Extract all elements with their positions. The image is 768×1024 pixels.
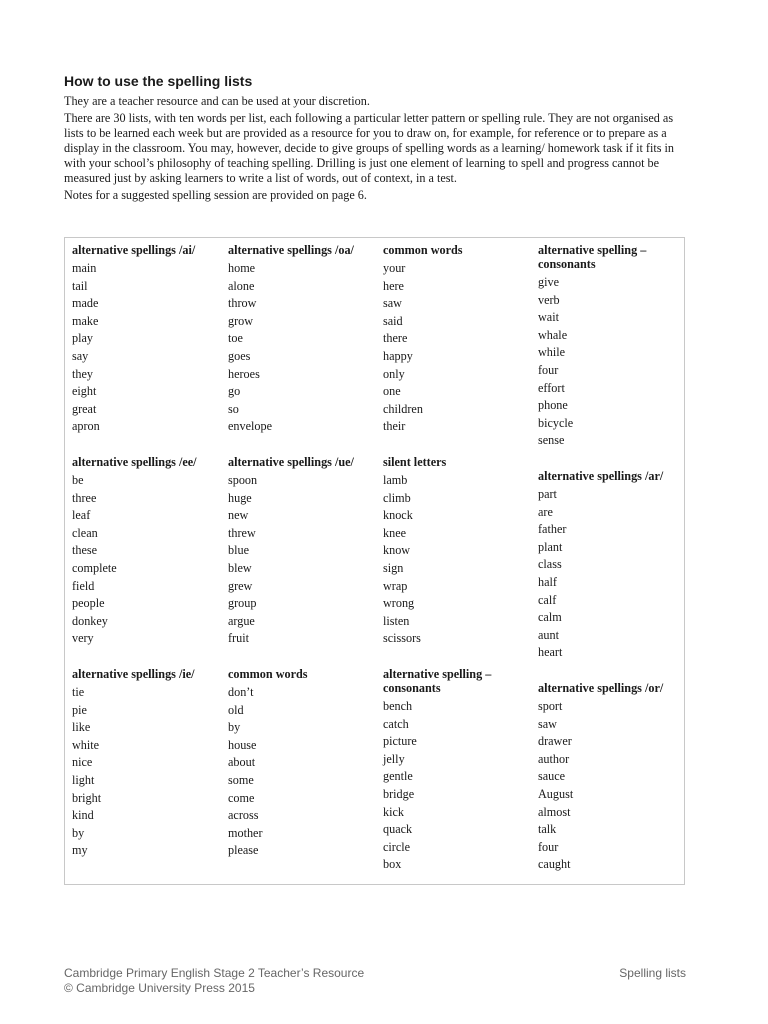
list-word: said bbox=[383, 313, 403, 328]
list-word: half bbox=[538, 574, 557, 589]
list-word: class bbox=[538, 557, 562, 572]
list-word: my bbox=[72, 843, 88, 858]
list-word: author bbox=[538, 751, 570, 766]
page-footer bbox=[64, 966, 686, 996]
list-word: whale bbox=[538, 327, 568, 342]
list-title: alternative spellings /ue/ bbox=[228, 455, 354, 469]
list-word: they bbox=[72, 366, 93, 381]
list-word: four bbox=[538, 839, 559, 854]
list-word: heart bbox=[538, 645, 563, 660]
list-word: gentle bbox=[383, 769, 413, 784]
list-title: alternative spellings /ai/ bbox=[72, 243, 196, 257]
list-title: alternative spellings /ie/ bbox=[72, 667, 195, 681]
list-word: knock bbox=[383, 508, 413, 523]
list-word: aunt bbox=[538, 627, 559, 642]
spelling-list bbox=[383, 455, 533, 648]
list-word: very bbox=[72, 631, 94, 646]
list-word: tail bbox=[72, 278, 88, 293]
list-word: by bbox=[72, 825, 85, 840]
list-word: home bbox=[228, 261, 256, 275]
list-word: quack bbox=[383, 822, 413, 837]
list-word: tie bbox=[72, 685, 85, 699]
list-title: alternative spelling – consonants bbox=[538, 243, 647, 271]
spelling-list bbox=[383, 667, 533, 874]
list-word: envelope bbox=[228, 419, 272, 434]
list-word: part bbox=[538, 487, 557, 501]
list-word: leaf bbox=[72, 508, 91, 523]
spelling-list bbox=[72, 455, 222, 648]
list-word: father bbox=[538, 522, 567, 537]
list-word: bicycle bbox=[538, 415, 574, 430]
list-word: group bbox=[228, 596, 257, 611]
list-word: don’t bbox=[228, 685, 254, 699]
list-word: donkey bbox=[72, 613, 108, 628]
list-word: four bbox=[538, 362, 559, 377]
list-word: toe bbox=[228, 331, 243, 346]
list-word: house bbox=[228, 737, 257, 752]
footer-copyright: © Cambridge University Press 2015 bbox=[64, 981, 255, 995]
list-title: alternative spellings /ee/ bbox=[72, 455, 197, 469]
list-title: alternative spellings /oa/ bbox=[228, 243, 354, 257]
list-word: across bbox=[228, 808, 259, 823]
list-word: mother bbox=[228, 825, 263, 840]
list-word: wait bbox=[538, 310, 559, 325]
list-word: caught bbox=[538, 857, 571, 872]
list-word: August bbox=[538, 786, 574, 801]
list-word: say bbox=[72, 348, 89, 363]
intro-paragraph: Notes for a suggested spelling session are provided on page 6. bbox=[64, 188, 367, 202]
list-word: white bbox=[72, 737, 100, 752]
list-word: give bbox=[538, 275, 559, 289]
list-word: children bbox=[383, 401, 423, 416]
spelling-list bbox=[228, 243, 378, 436]
list-word: while bbox=[538, 345, 566, 360]
list-word: grow bbox=[228, 313, 254, 328]
list-word: saw bbox=[538, 716, 557, 731]
list-word: lamb bbox=[383, 473, 408, 487]
list-word: here bbox=[383, 278, 404, 293]
list-word: plant bbox=[538, 539, 563, 554]
list-word: verb bbox=[538, 292, 560, 307]
list-word: make bbox=[72, 313, 99, 328]
list-word: talk bbox=[538, 822, 557, 837]
list-word: effort bbox=[538, 380, 565, 395]
spelling-lists-box bbox=[64, 237, 685, 885]
list-word: wrap bbox=[383, 578, 408, 593]
list-word: great bbox=[72, 401, 97, 416]
list-word: calm bbox=[538, 610, 562, 625]
list-word: old bbox=[228, 702, 244, 717]
list-word: please bbox=[228, 843, 259, 858]
spelling-list bbox=[228, 455, 378, 648]
list-word: listen bbox=[383, 613, 410, 628]
list-word: made bbox=[72, 296, 99, 311]
list-word: fruit bbox=[228, 631, 249, 646]
list-word: bright bbox=[72, 790, 102, 805]
list-word: your bbox=[383, 261, 406, 275]
list-word: happy bbox=[383, 348, 413, 363]
list-word: come bbox=[228, 790, 255, 805]
list-word: sign bbox=[383, 560, 404, 575]
list-title: alternative spellings /ar/ bbox=[538, 469, 664, 483]
list-word: like bbox=[72, 720, 91, 735]
list-word: wrong bbox=[383, 596, 415, 611]
list-word: pie bbox=[72, 702, 87, 717]
list-word: sense bbox=[538, 433, 565, 448]
list-word: main bbox=[72, 261, 97, 275]
list-word: knee bbox=[383, 525, 407, 540]
spelling-list bbox=[383, 243, 533, 436]
list-word: blue bbox=[228, 543, 249, 558]
spelling-list bbox=[228, 667, 378, 860]
list-word: one bbox=[383, 384, 401, 399]
list-word: saw bbox=[383, 296, 402, 311]
list-word: people bbox=[72, 596, 105, 611]
list-title: silent letters bbox=[383, 455, 447, 469]
list-word: kick bbox=[383, 804, 404, 819]
list-word: heroes bbox=[228, 366, 260, 381]
list-word: play bbox=[72, 331, 93, 346]
list-word: only bbox=[383, 366, 405, 381]
list-word: these bbox=[72, 543, 98, 558]
list-word: kind bbox=[72, 808, 94, 823]
list-word: eight bbox=[72, 384, 97, 399]
list-word: catch bbox=[383, 716, 409, 731]
list-word: climb bbox=[383, 490, 411, 505]
list-word: be bbox=[72, 473, 84, 487]
list-word: their bbox=[383, 419, 406, 434]
list-word: argue bbox=[228, 613, 255, 628]
list-word: goes bbox=[228, 348, 251, 363]
list-word: sport bbox=[538, 699, 563, 713]
intro-text bbox=[64, 94, 694, 205]
list-word: blew bbox=[228, 560, 252, 575]
list-word: scissors bbox=[383, 631, 421, 646]
list-word: about bbox=[228, 755, 256, 770]
footer-section-name: Spelling lists bbox=[619, 966, 686, 980]
list-title: common words bbox=[383, 243, 463, 257]
list-word: throw bbox=[228, 296, 257, 311]
list-word: are bbox=[538, 504, 553, 519]
list-word: huge bbox=[228, 490, 252, 505]
list-word: phone bbox=[538, 398, 568, 413]
spelling-list bbox=[538, 469, 688, 662]
list-word: circle bbox=[383, 839, 411, 854]
spelling-list bbox=[538, 681, 688, 874]
footer-book-title: Cambridge Primary English Stage 2 Teacher’s Resource bbox=[64, 966, 365, 980]
list-word: picture bbox=[383, 734, 417, 749]
list-word: bench bbox=[383, 699, 413, 713]
list-word: by bbox=[228, 720, 241, 735]
list-word: drawer bbox=[538, 734, 572, 749]
list-word: box bbox=[383, 857, 402, 872]
intro-paragraph: They are a teacher resource and can be used at your discretion. bbox=[64, 94, 370, 108]
list-word: clean bbox=[72, 525, 98, 540]
list-word: spoon bbox=[228, 473, 258, 487]
list-word: so bbox=[228, 401, 239, 416]
list-title: alternative spellings /or/ bbox=[538, 681, 664, 695]
list-word: calf bbox=[538, 592, 557, 607]
list-word: some bbox=[228, 772, 254, 787]
list-word: new bbox=[228, 508, 249, 523]
list-word: three bbox=[72, 490, 97, 505]
spelling-list bbox=[72, 667, 222, 860]
spelling-list bbox=[72, 243, 222, 436]
page-heading: How to use the spelling lists bbox=[64, 73, 253, 89]
list-word: threw bbox=[228, 525, 256, 540]
list-word: grew bbox=[228, 578, 253, 593]
list-word: jelly bbox=[383, 751, 405, 766]
list-word: almost bbox=[538, 804, 571, 819]
list-title: alternative spelling – consonants bbox=[383, 667, 492, 695]
list-word: light bbox=[72, 772, 95, 787]
list-word: complete bbox=[72, 560, 117, 575]
list-word: know bbox=[383, 543, 411, 558]
list-word: go bbox=[228, 384, 241, 399]
list-word: sauce bbox=[538, 769, 566, 784]
list-word: alone bbox=[228, 278, 255, 293]
list-word: apron bbox=[72, 419, 100, 434]
intro-paragraph: There are 30 lists, with ten words per list, each following a particular letter pattern or spelling rule. They are not organised as lists to be learned each week but are provided as a resource for you to draw on, for example, for reference or to prepare as a display in the classroom. You may, however, decide to give groups of spelling words as a learning/ homework task if it fits in with your school’s philosophy of teaching spelling. Drilling is just one element of learning to spell and progress cannot be measured just by asking learners to write a list of words, out of context, in a test. bbox=[64, 111, 675, 185]
list-word: nice bbox=[72, 755, 93, 770]
list-word: there bbox=[383, 331, 408, 346]
list-title: common words bbox=[228, 667, 308, 681]
list-word: field bbox=[72, 578, 95, 593]
spelling-list bbox=[538, 243, 688, 450]
list-word: bridge bbox=[383, 786, 415, 801]
